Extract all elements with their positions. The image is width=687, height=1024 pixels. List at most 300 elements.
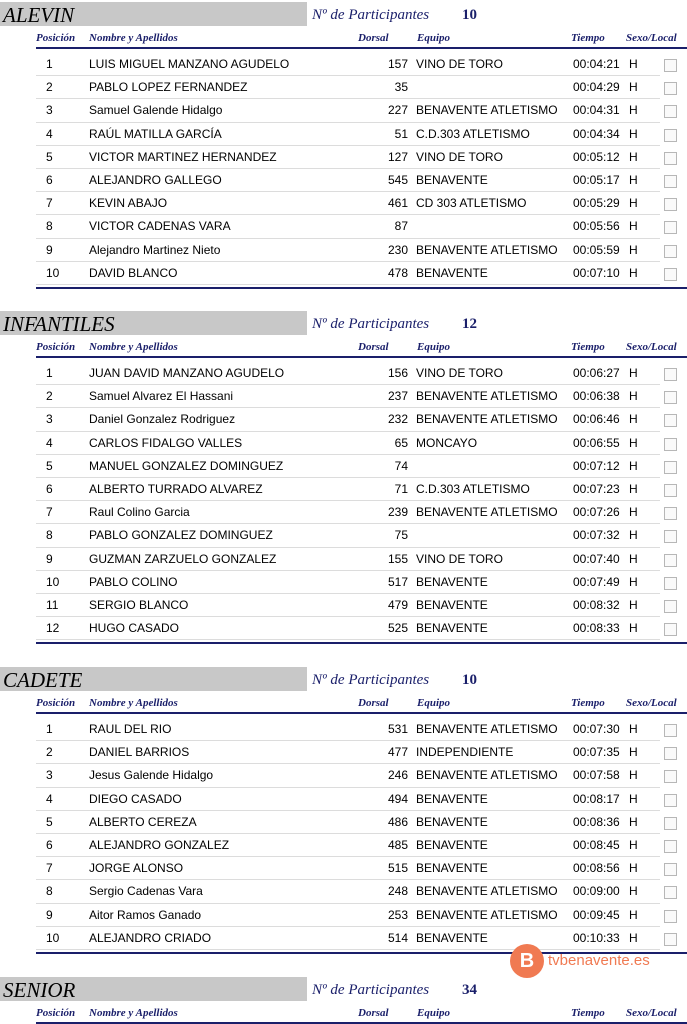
row-position: 6	[46, 837, 53, 852]
row-time: 00:04:34	[573, 126, 620, 141]
row-team: BENAVENTE	[416, 814, 488, 829]
row-time: 00:08:32	[573, 597, 620, 612]
row-team: C.D.303 ATLETISMO	[416, 126, 530, 141]
row-dorsal: 248	[387, 884, 408, 899]
table-row	[0, 262, 687, 285]
row-sex: H	[629, 722, 638, 736]
row-time: 00:07:49	[573, 574, 620, 589]
row-dorsal: 478	[387, 265, 408, 280]
row-team: BENAVENTE	[416, 574, 488, 589]
row-name: RAUL DEL RIO	[89, 722, 172, 736]
table-row	[0, 362, 687, 385]
row-team: BENAVENTE ATLETISMO	[416, 768, 558, 783]
participants-label: Nº de Participantes	[312, 672, 430, 688]
row-sex: H	[629, 528, 638, 543]
header-equipo: Equipo	[417, 1007, 451, 1019]
column-headers	[0, 697, 687, 711]
row-dorsal: 237	[387, 389, 408, 404]
row-position: 9	[46, 551, 53, 566]
row-name: Sergio Cadenas Vara	[89, 884, 203, 899]
category-title: CADETE	[3, 668, 83, 692]
table-row	[0, 99, 687, 122]
row-time: 00:07:23	[573, 481, 620, 496]
table-row	[0, 834, 687, 857]
table-row	[0, 857, 687, 880]
row-checkbox[interactable]	[664, 152, 677, 165]
row-time: 00:06:46	[573, 412, 620, 427]
row-name: HUGO CASADO	[89, 621, 180, 636]
row-checkbox[interactable]	[664, 817, 677, 830]
row-name: LUIS MIGUEL MANZANO AGUDELO	[89, 57, 290, 71]
header-equipo: Equipo	[417, 341, 451, 353]
results-table	[0, 362, 687, 640]
table-row	[0, 741, 687, 764]
row-dorsal: 75	[394, 528, 408, 543]
row-dorsal: 232	[387, 412, 408, 427]
header-posicion: Posición	[36, 32, 76, 44]
category-title: ALEVIN	[3, 3, 75, 27]
row-checkbox[interactable]	[664, 530, 677, 543]
row-dorsal: 246	[387, 768, 408, 783]
row-dorsal: 461	[387, 196, 408, 211]
row-sex: H	[629, 412, 638, 427]
row-team: VINO DE TORO	[416, 57, 503, 71]
row-sex: H	[629, 172, 638, 187]
row-dorsal: 155	[387, 551, 408, 566]
row-team: BENAVENTE	[416, 621, 488, 636]
row-dorsal: 74	[394, 458, 408, 473]
table-row	[0, 880, 687, 903]
header-dorsal: Dorsal	[358, 341, 389, 353]
results-table	[0, 53, 687, 285]
row-position: 3	[46, 768, 53, 783]
table-row	[0, 53, 687, 76]
row-time: 00:05:17	[573, 172, 620, 187]
row-time: 00:07:26	[573, 505, 620, 520]
row-checkbox[interactable]	[664, 886, 677, 899]
table-row	[0, 385, 687, 408]
row-name: JORGE ALONSO	[89, 861, 184, 876]
row-checkbox[interactable]	[664, 461, 677, 474]
row-sex: H	[629, 219, 638, 234]
row-position: 7	[46, 505, 53, 520]
row-team: BENAVENTE	[416, 930, 488, 945]
header-divider	[36, 356, 687, 358]
header-sexo: Sexo/Local	[626, 697, 677, 709]
row-sex: H	[629, 481, 638, 496]
row-dorsal: 514	[387, 930, 408, 945]
row-name: VICTOR CADENAS VARA	[89, 219, 231, 234]
table-row	[0, 239, 687, 262]
table-row	[0, 501, 687, 524]
row-checkbox[interactable]	[664, 577, 677, 590]
row-time: 00:04:31	[573, 103, 620, 118]
row-dorsal: 253	[387, 907, 408, 922]
row-sex: H	[629, 103, 638, 118]
row-name: ALEJANDRO GONZALEZ	[89, 837, 230, 852]
row-dorsal: 156	[387, 366, 408, 380]
row-name: VICTOR MARTINEZ HERNANDEZ	[89, 149, 277, 164]
row-position: 8	[46, 219, 53, 234]
row-name: Samuel Alvarez El Hassani	[89, 389, 234, 404]
row-checkbox[interactable]	[664, 221, 677, 234]
row-position: 7	[46, 861, 53, 876]
row-team: INDEPENDIENTE	[416, 745, 514, 760]
row-dorsal: 485	[387, 837, 408, 852]
table-row	[0, 594, 687, 617]
column-headers	[0, 1007, 687, 1021]
row-sex: H	[629, 57, 638, 71]
row-checkbox[interactable]	[664, 840, 677, 853]
row-dorsal: 35	[394, 80, 408, 95]
row-team: BENAVENTE ATLETISMO	[416, 505, 558, 520]
row-time: 00:08:45	[573, 837, 620, 852]
category-title: SENIOR	[3, 978, 76, 1002]
participants-label: Nº de Participantes	[312, 982, 430, 998]
row-time: 00:06:38	[573, 389, 620, 404]
row-time: 00:07:58	[573, 768, 620, 783]
row-checkbox[interactable]	[664, 414, 677, 427]
row-name: ALEJANDRO GALLEGO	[89, 172, 222, 187]
header-equipo: Equipo	[417, 697, 451, 709]
header-tiempo: Tiempo	[571, 697, 605, 709]
table-row	[0, 455, 687, 478]
row-sex: H	[629, 126, 638, 141]
row-position: 6	[46, 172, 53, 187]
row-time: 00:08:36	[573, 814, 620, 829]
row-time: 00:05:12	[573, 149, 620, 164]
row-sex: H	[629, 389, 638, 404]
row-dorsal: 525	[387, 621, 408, 636]
row-time: 00:05:29	[573, 196, 620, 211]
header-dorsal: Dorsal	[358, 697, 389, 709]
row-position: 4	[46, 791, 53, 806]
table-row	[0, 788, 687, 811]
row-sex: H	[629, 907, 638, 922]
row-team: VINO DE TORO	[416, 149, 503, 164]
row-position: 9	[46, 242, 53, 257]
header-dorsal: Dorsal	[358, 1007, 389, 1019]
table-row	[0, 617, 687, 640]
row-position: 2	[46, 745, 53, 760]
row-sex: H	[629, 768, 638, 783]
table-row	[0, 764, 687, 787]
row-checkbox[interactable]	[664, 175, 677, 188]
row-checkbox[interactable]	[664, 623, 677, 636]
row-team: BENAVENTE ATLETISMO	[416, 907, 558, 922]
row-position: 10	[46, 574, 60, 589]
row-checkbox[interactable]	[664, 438, 677, 451]
table-row	[0, 524, 687, 547]
row-dorsal: 531	[387, 722, 408, 736]
row-checkbox[interactable]	[664, 600, 677, 613]
row-checkbox[interactable]	[664, 82, 677, 95]
header-posicion: Posición	[36, 697, 76, 709]
row-sex: H	[629, 930, 638, 945]
table-row	[0, 811, 687, 834]
table-row	[0, 215, 687, 238]
participants-count: 12	[462, 316, 477, 332]
row-name: CARLOS FIDALGO VALLES	[89, 435, 243, 450]
row-time: 00:10:33	[573, 930, 620, 945]
row-dorsal: 515	[387, 861, 408, 876]
row-name: GUZMAN ZARZUELO GONZALEZ	[89, 551, 277, 566]
row-position: 2	[46, 389, 53, 404]
row-position: 5	[46, 814, 53, 829]
row-position: 1	[46, 722, 53, 736]
row-name: ALBERTO CEREZA	[89, 814, 197, 829]
participants-count: 10	[462, 7, 477, 23]
row-team: MONCAYO	[416, 435, 478, 450]
row-sex: H	[629, 505, 638, 520]
row-dorsal: 87	[394, 219, 408, 234]
row-checkbox[interactable]	[664, 747, 677, 760]
header-nombre: Nombre y Apellidos	[89, 341, 178, 353]
row-team: CD 303 ATLETISMO	[416, 196, 527, 211]
column-headers	[0, 341, 687, 355]
column-headers	[0, 32, 687, 46]
row-checkbox[interactable]	[664, 554, 677, 567]
table-row	[0, 169, 687, 192]
row-position: 6	[46, 481, 53, 496]
results-table	[0, 718, 687, 950]
participants-label: Nº de Participantes	[312, 316, 430, 332]
row-dorsal: 479	[387, 597, 408, 612]
row-name: DIEGO CASADO	[89, 791, 182, 806]
row-name: Alejandro Martinez Nieto	[89, 242, 221, 257]
table-row	[0, 123, 687, 146]
row-checkbox[interactable]	[664, 105, 677, 118]
row-time: 00:08:17	[573, 791, 620, 806]
row-name: ALBERTO TURRADO ALVAREZ	[89, 481, 263, 496]
row-sex: H	[629, 551, 638, 566]
row-time: 00:07:35	[573, 745, 620, 760]
participants-count: 10	[462, 672, 477, 688]
row-time: 00:04:21	[573, 57, 620, 71]
row-team: BENAVENTE	[416, 837, 488, 852]
row-dorsal: 486	[387, 814, 408, 829]
header-tiempo: Tiempo	[571, 341, 605, 353]
row-checkbox[interactable]	[664, 507, 677, 520]
header-dorsal: Dorsal	[358, 32, 389, 44]
row-checkbox[interactable]	[664, 245, 677, 258]
row-time: 00:05:59	[573, 242, 620, 257]
row-team: BENAVENTE	[416, 597, 488, 612]
table-row	[0, 904, 687, 927]
row-sex: H	[629, 814, 638, 829]
row-team: BENAVENTE	[416, 265, 488, 280]
table-row	[0, 718, 687, 741]
table-row	[0, 146, 687, 169]
row-checkbox[interactable]	[664, 863, 677, 876]
header-sexo: Sexo/Local	[626, 1007, 677, 1019]
header-nombre: Nombre y Apellidos	[89, 1007, 178, 1019]
header-sexo: Sexo/Local	[626, 341, 677, 353]
row-checkbox[interactable]	[664, 59, 677, 72]
header-divider	[36, 47, 687, 49]
row-name: JUAN DAVID MANZANO AGUDELO	[89, 366, 285, 380]
row-dorsal: 477	[387, 745, 408, 760]
row-time: 00:07:40	[573, 551, 620, 566]
participants-count: 34	[462, 982, 477, 998]
watermark	[510, 944, 660, 980]
row-sex: H	[629, 884, 638, 899]
row-dorsal: 227	[387, 103, 408, 118]
row-time: 00:09:45	[573, 907, 620, 922]
row-name: Raul Colino Garcia	[89, 505, 190, 520]
row-position: 12	[46, 621, 60, 636]
header-nombre: Nombre y Apellidos	[89, 32, 178, 44]
row-position: 8	[46, 528, 53, 543]
row-name: DANIEL BARRIOS	[89, 745, 190, 760]
row-team: BENAVENTE	[416, 861, 488, 876]
row-checkbox[interactable]	[664, 910, 677, 923]
table-row	[0, 548, 687, 571]
row-sex: H	[629, 574, 638, 589]
row-position: 3	[46, 412, 53, 427]
header-posicion: Posición	[36, 1007, 76, 1019]
row-position: 4	[46, 435, 53, 450]
row-time: 00:06:55	[573, 435, 620, 450]
row-sex: H	[629, 80, 638, 95]
row-name: PABLO GONZALEZ DOMINGUEZ	[89, 528, 273, 543]
row-position: 11	[46, 597, 59, 612]
row-position: 4	[46, 126, 53, 141]
row-name: SERGIO BLANCO	[89, 597, 189, 612]
row-team: VINO DE TORO	[416, 366, 503, 380]
row-team: BENAVENTE ATLETISMO	[416, 884, 558, 899]
row-team: VINO DE TORO	[416, 551, 503, 566]
row-position: 10	[46, 930, 60, 945]
row-name: DAVID BLANCO	[89, 265, 178, 280]
table-row	[0, 571, 687, 594]
row-dorsal: 230	[387, 242, 408, 257]
table-row	[0, 76, 687, 99]
row-name: Daniel Gonzalez Rodriguez	[89, 412, 236, 427]
header-tiempo: Tiempo	[571, 32, 605, 44]
header-equipo: Equipo	[417, 32, 451, 44]
row-time: 00:07:12	[573, 458, 620, 473]
header-nombre: Nombre y Apellidos	[89, 697, 178, 709]
table-end-divider	[36, 287, 687, 289]
row-name: RAÚL MATILLA GARCÍA	[89, 126, 222, 141]
row-name: Jesus Galende Hidalgo	[89, 768, 214, 783]
row-position: 1	[46, 366, 53, 380]
row-position: 1	[46, 57, 53, 71]
row-position: 10	[46, 265, 60, 280]
row-position: 3	[46, 103, 53, 118]
row-team: BENAVENTE ATLETISMO	[416, 722, 558, 736]
row-time: 00:09:00	[573, 884, 620, 899]
row-name: MANUEL GONZALEZ DOMINGUEZ	[89, 458, 284, 473]
row-team: BENAVENTE	[416, 172, 488, 187]
row-team: BENAVENTE	[416, 791, 488, 806]
row-name: KEVIN ABAJO	[89, 196, 168, 211]
row-dorsal: 127	[387, 149, 408, 164]
row-name: Samuel Galende Hidalgo	[89, 103, 223, 118]
row-time: 00:07:30	[573, 722, 620, 736]
row-checkbox[interactable]	[664, 198, 677, 211]
tvbenavente-logo-icon: B	[510, 944, 544, 978]
row-checkbox[interactable]	[664, 391, 677, 404]
row-name: PABLO LOPEZ FERNANDEZ	[89, 80, 248, 95]
row-sex: H	[629, 265, 638, 280]
row-dorsal: 517	[387, 574, 408, 589]
header-sexo: Sexo/Local	[626, 32, 677, 44]
header-tiempo: Tiempo	[571, 1007, 605, 1019]
row-team: BENAVENTE ATLETISMO	[416, 242, 558, 257]
table-row	[0, 432, 687, 455]
row-position: 2	[46, 80, 53, 95]
row-team: BENAVENTE ATLETISMO	[416, 389, 558, 404]
row-sex: H	[629, 196, 638, 211]
row-position: 9	[46, 907, 53, 922]
row-sex: H	[629, 242, 638, 257]
row-checkbox[interactable]	[664, 933, 677, 946]
row-position: 8	[46, 884, 53, 899]
row-time: 00:08:56	[573, 861, 620, 876]
row-checkbox[interactable]	[664, 794, 677, 807]
row-name: PABLO COLINO	[89, 574, 178, 589]
row-dorsal: 239	[387, 505, 408, 520]
row-time: 00:07:32	[573, 528, 620, 543]
row-sex: H	[629, 837, 638, 852]
row-time: 00:04:29	[573, 80, 620, 95]
row-checkbox[interactable]	[664, 368, 677, 381]
row-checkbox[interactable]	[664, 770, 677, 783]
row-team: C.D.303 ATLETISMO	[416, 481, 530, 496]
row-sex: H	[629, 435, 638, 450]
row-position: 5	[46, 458, 53, 473]
row-time: 00:08:33	[573, 621, 620, 636]
participants-label: Nº de Participantes	[312, 7, 430, 23]
row-dorsal: 157	[387, 57, 408, 71]
row-dorsal: 545	[387, 172, 408, 187]
row-checkbox[interactable]	[664, 129, 677, 142]
row-checkbox[interactable]	[664, 484, 677, 497]
row-name: ALEJANDRO CRIADO	[89, 930, 212, 945]
row-sex: H	[629, 861, 638, 876]
row-dorsal: 51	[394, 126, 408, 141]
row-sex: H	[629, 621, 638, 636]
row-sex: H	[629, 366, 638, 380]
row-name: Aitor Ramos Ganado	[89, 907, 202, 922]
row-position: 7	[46, 196, 53, 211]
row-team: BENAVENTE ATLETISMO	[416, 103, 558, 118]
row-time: 00:05:56	[573, 219, 620, 234]
row-dorsal: 65	[394, 435, 408, 450]
watermark-text: tvbenavente.es	[548, 952, 650, 969]
row-sex: H	[629, 458, 638, 473]
table-row	[0, 478, 687, 501]
header-divider	[36, 712, 687, 714]
row-checkbox[interactable]	[664, 724, 677, 737]
row-team: BENAVENTE ATLETISMO	[416, 412, 558, 427]
table-row	[0, 192, 687, 215]
row-position: 5	[46, 149, 53, 164]
category-title: INFANTILES	[3, 312, 115, 336]
row-sex: H	[629, 791, 638, 806]
row-sex: H	[629, 149, 638, 164]
row-time: 00:06:27	[573, 366, 620, 380]
row-dorsal: 71	[394, 481, 408, 496]
row-checkbox[interactable]	[664, 268, 677, 281]
header-posicion: Posición	[36, 341, 76, 353]
row-sex: H	[629, 745, 638, 760]
row-time: 00:07:10	[573, 265, 620, 280]
row-dorsal: 494	[387, 791, 408, 806]
table-row	[0, 408, 687, 431]
